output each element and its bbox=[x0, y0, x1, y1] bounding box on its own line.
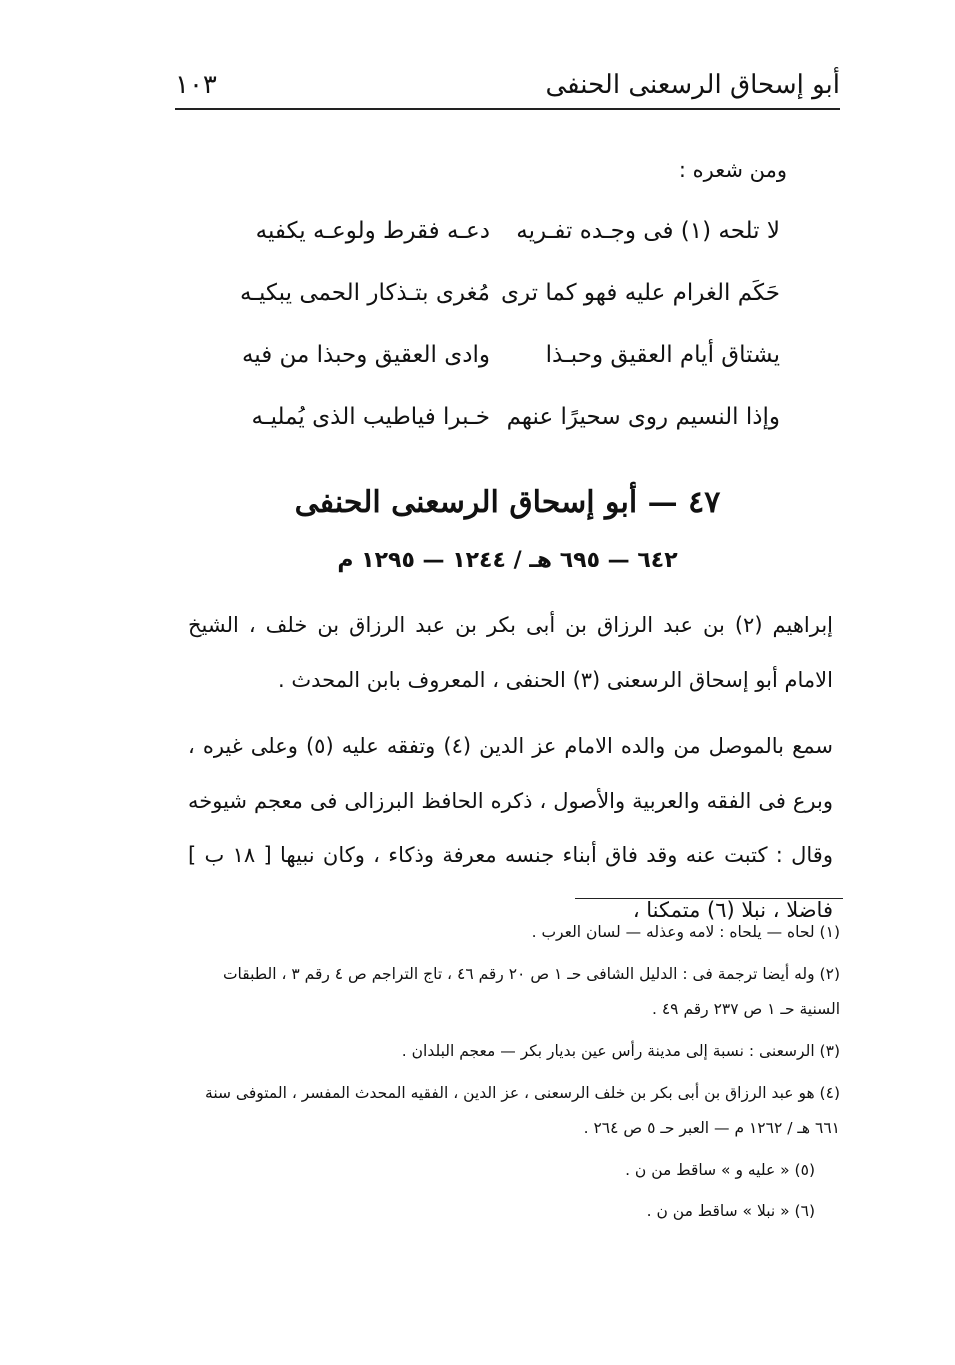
hemistich-second: مُغرى بتـذكار الحمى يبكيـه bbox=[239, 280, 490, 306]
hemistich-second: دعـه فقرط ولوعـه يكفيه bbox=[255, 218, 490, 244]
body-text bbox=[188, 598, 833, 950]
footnote: (٣) الرسعنى : نسبة إلى مدينة رأس عين بديار بكر — معجم البلدان . bbox=[401, 1041, 840, 1060]
poem-line bbox=[240, 324, 780, 386]
poem bbox=[240, 200, 780, 448]
poem-line bbox=[240, 386, 780, 448]
running-header bbox=[175, 62, 840, 110]
hemistich-first: حَكَم الغرام عليه فهو كما ترى bbox=[500, 280, 780, 306]
paragraph: سمع بالموصل من والده الامام عز الدين (٤) وتفقه عليه (٥) وعلى غيره ، وبرع فى الفقه والعربية والأصول ، ذكره الحافظ البرزالى فى معجم شيوخه وقال : كتبت عنه وقد فاق أبناء جنسه معرفة وذكاء ، وكان نبيها [ ١٨ ب ] فاضلا ، نبلا (٦) متمكنا ، bbox=[188, 734, 833, 922]
footnote: (٢) وله أيضا ترجمة فى : الدليل الشافى حـ ١ ص ٢٠ رقم ٤٦ ، تاج التراجم ص ٤ رقم ٣ ، الطبقات السنية حـ ١ ص ٢٣٧ رقم ٤٩ . bbox=[222, 964, 840, 1019]
page-number: ١٠٣ bbox=[175, 70, 217, 100]
footnote: (٤) هو عبد الرزاق بن أبى بكر بن خلف الرسعنى ، عز الدين ، الفقيه المحدث المفسر ، المتوفى سنة ٦٦١ هـ / ١٢٦٢ م — العبر حـ ٥ ص ٢٦٤ . bbox=[205, 1083, 840, 1138]
hemistich-second: خـبرا فياطيب الذى يُمليـه bbox=[251, 404, 490, 430]
hemistich-first: يشتاق أيام العقيق وحبـذا bbox=[545, 342, 780, 368]
footnote: (١) لحاه — يلحاه : لامه وعذله — لسان العرب . bbox=[531, 923, 840, 941]
hemistich-second: وادى العقيق وحبذا من فيه bbox=[241, 342, 490, 368]
section-dates: ٦٤٢ — ٦٩٥ هـ / ١٢٤٤ — ١٢٩٥ م bbox=[337, 548, 678, 573]
poem-line bbox=[240, 262, 780, 324]
footnote: (٦) « نبلا » ساقط من ن . bbox=[646, 1202, 815, 1221]
hemistich-first: وإذا النسيم روى سحيرًا عنهم bbox=[506, 404, 780, 430]
running-title: أبو إسحاق الرسعنى الحنفى bbox=[545, 70, 840, 100]
hemistich-first: لا تلحه (١) فى وجـده تفـريه bbox=[516, 218, 780, 244]
paragraph: إبراهيم (٢) بن عبد الرزاق بن أبى بكر بن عبد الرزاق بن خلف ، الشيخ الامام أبو إسحاق الرسعنى (٣) الحنفى ، المعروف بابن المحدث . bbox=[188, 613, 833, 692]
footnote: (٥) « عليه و » ساقط من ن . bbox=[625, 1160, 815, 1179]
poem-intro: ومن شعره : bbox=[678, 158, 787, 182]
poem-line bbox=[240, 200, 780, 262]
footnote-divider bbox=[575, 898, 843, 899]
footnotes bbox=[185, 915, 840, 1236]
section-title: ٤٧ — أبو إسحاق الرسعنى الحنفى bbox=[294, 485, 721, 520]
